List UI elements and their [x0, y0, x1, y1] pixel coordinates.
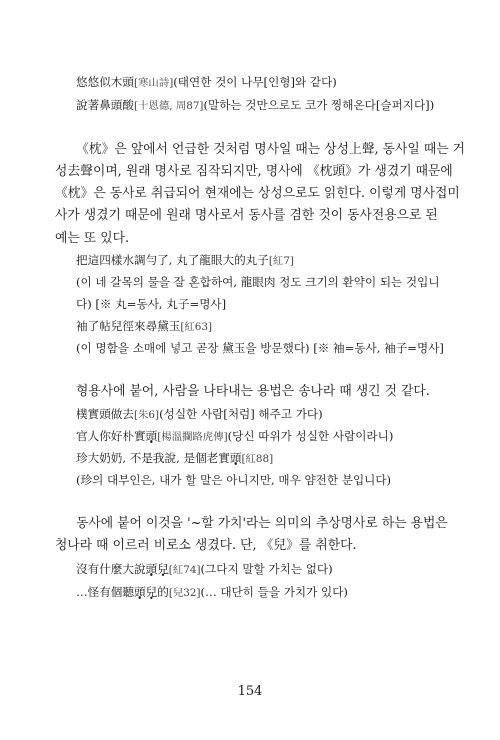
paragraph-line: 청나라 때 이르러 비로소 생겼다. 단, 《兒》를 취한다.: [55, 538, 357, 553]
example-line: [76, 252, 294, 269]
citation: [寒山詩]: [133, 77, 174, 89]
citation: [朱6]: [133, 409, 160, 421]
chinese-text: 把這四樣水調勻了, 丸了龍眼大的丸子: [76, 253, 269, 267]
citation: [紅63]: [180, 321, 213, 333]
page-number: 154: [237, 684, 263, 699]
translation-line: 다) [※ 丸=동사, 丸子=명사]: [76, 297, 227, 311]
translation: (태연한 것이 나무[인형]와 같다): [173, 75, 337, 89]
chinese-text: 官人你好朴實: [76, 429, 146, 443]
citation: [紅74]: [168, 564, 201, 576]
paragraph-line: 예는 또 있다.: [55, 231, 130, 246]
paragraph-line: 《枕》은 동사로 취급되어 현재에는 상성으로도 읽힌다. 이렇게 명사접미: [55, 186, 460, 201]
example-line: [76, 97, 434, 114]
example-line: [76, 318, 212, 335]
paragraph-line: 성去聲이며, 원래 명사로 짐작되지만, 명사에 《枕頭》가 생겼기 때문에: [55, 164, 453, 179]
example-line: [76, 74, 337, 91]
chinese-text: 的: [157, 585, 169, 599]
emphasis-dot-char: 兒: [157, 562, 169, 576]
citation: [十恩德, 周87]: [133, 100, 204, 112]
translation: (당신 따위가 성실한 사람이라니): [227, 429, 394, 443]
emphasis-dot-char: 頭: [133, 585, 146, 599]
emphasis-dot-char: 頭: [145, 429, 158, 443]
translation-line: (珍의 대부인은, 내가 할 말은 아니지만, 매우 얌전한 분입니다): [76, 473, 392, 487]
chinese-text: 沒有什麼大說: [76, 562, 146, 576]
citation: [兒32]: [168, 587, 201, 599]
citation: [楊溫攔路虎傳]: [157, 431, 228, 443]
example-line: [76, 450, 273, 467]
example-line: [76, 406, 323, 423]
chinese-text: 樸實頭做去: [76, 407, 134, 421]
chinese-text: 袖了帖兒徑來尋黛玉: [76, 319, 181, 333]
chinese-text: 悠悠似木頭: [76, 75, 134, 89]
paragraph-line: 동사에 붙어 이것을 '~할 가치'라는 의미의 추상명사로 하는 용법은: [76, 516, 448, 531]
translation-line: (이 네 갈목의 물을 잘 혼합하여, 龍眼肉 정도 크기의 환약이 되는 것입니: [76, 275, 440, 289]
translation: (… 대단히 들을 가치가 있다): [200, 585, 348, 599]
citation: [紅88]: [241, 453, 274, 465]
chinese-text: …怪有個聽: [76, 585, 134, 599]
emphasis-dot-char: 頭: [229, 451, 242, 465]
chinese-text: 珍大奶奶, 不是我說, 是個老實: [76, 451, 230, 465]
paragraph-line: 사가 생겼기 때문에 원래 명사로서 동사를 겸한 것이 동사전용으로 된: [55, 208, 438, 223]
translation: (성실한 사람[처럼] 해주고 가다): [159, 407, 323, 421]
translation: (말하는 것만으로도 코가 찡해온다[슬퍼지다]): [203, 98, 435, 112]
chinese-text: 說著鼻頭酸: [76, 98, 134, 112]
emphasis-dot-char: 兒: [145, 585, 158, 599]
example-line: [76, 428, 393, 445]
translation-line: (이 명함을 소매에 넣고 곧장 黛玉을 방문했다) [※ 袖=동사, 袖子=명사]: [76, 341, 444, 355]
example-line: [76, 584, 348, 601]
emphasis-dot-char: 頭: [145, 562, 158, 576]
paragraph-line: 《枕》은 앞에서 언급한 것처럼 명사일 때는 상성上聲, 동사일 때는 거: [76, 142, 465, 157]
example-line: [76, 561, 333, 578]
citation: [紅7]: [268, 255, 294, 267]
translation: (그다지 말할 가치는 없다): [200, 562, 333, 576]
paragraph-line: 형용사에 붙어, 사람을 나타내는 용법은 송나라 때 생긴 것 같다.: [76, 384, 430, 399]
